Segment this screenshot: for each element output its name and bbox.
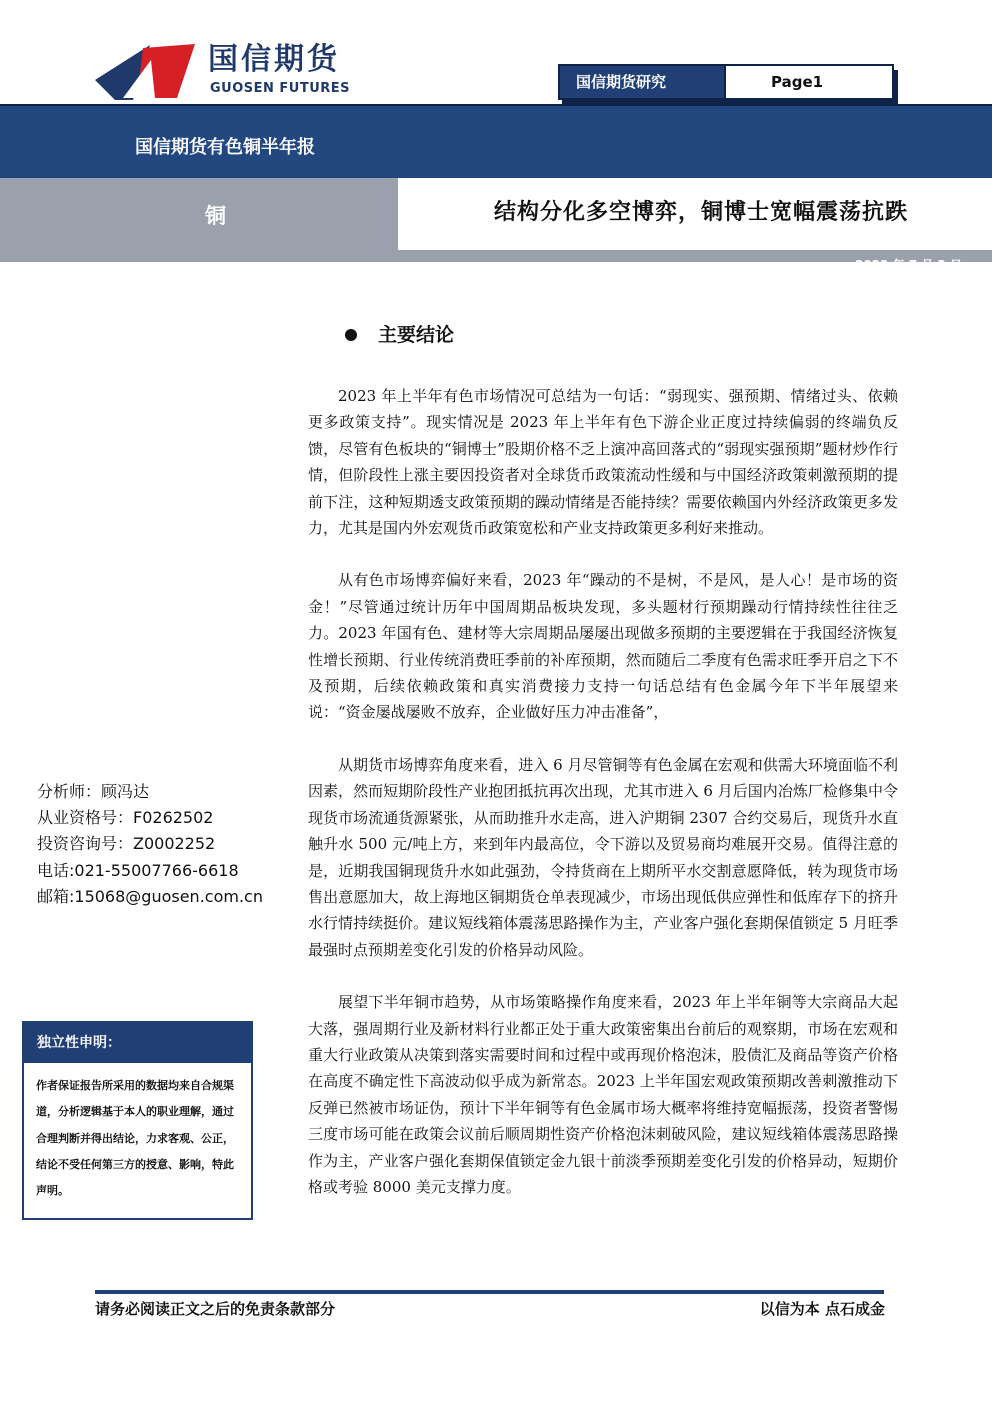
analyst-phone: 电话:021-55007766-6618: [37, 860, 239, 880]
brand-name-cn: 国信期货: [208, 42, 340, 77]
footer-disclaimer-note: 请务必阅读正文之后的免责条款部分: [95, 1300, 336, 1318]
footer-divider: [95, 1290, 884, 1294]
bullet-icon: [345, 329, 357, 341]
independence-statement: [22, 1021, 253, 1220]
section-title: 主要结论: [378, 324, 455, 346]
analyst-name: 分析师：顾冯达: [37, 782, 150, 801]
analyst-qualification: 从业资格号：F0262502: [37, 808, 214, 828]
analyst-info: [37, 779, 297, 910]
page-title: 结构分化多空博弈，铜博士宽幅震荡抗跌: [493, 200, 908, 225]
body-text: [308, 383, 898, 1226]
page-label: Page1: [726, 64, 894, 100]
independence-statement-title: 独立性申明：: [24, 1023, 251, 1063]
paragraph: 2023 年上半年有色市场情况可总结为一句话：“弱现实、强预期、情绪过头、依赖更多政策支持”。现实情况是 2023 年上半年有色下游企业正度过持续偏弱的终端负反馈，尽管有色板块的“铜博士”股期价格不乏上演冲高回落式的“弱现实强预期”题材炒作行情，但阶段性上涨主要因投资者对全球货币政策流动性缓和与中国经济政策刺激预期的提前下注，这种短期透支政策预期的躁动情绪是否能持续？需要依赖国内外经济政策更多发力，尤其是国内外宏观货币政策宽松和产业支持政策更多利好来推动。: [308, 387, 898, 538]
header-box-shadow-side: [894, 70, 898, 104]
paragraph: 从期货市场博弈角度来看，进入 6 月尽管铜等有色金属在宏观和供需大环境面临不利因素，然而短期阶段性产业抱团抵抗再次出现，尤其市进入 6 月后国内冶炼厂检修集中令现货市场流通货源紧张，从而助推升水走高，进入沪期铜 2307 合约交易后，现货升水直触升水 500 元/吨上方，来到年内最高位，令下游以及贸易商均难展开交易。值得注意的是，近期我国铜现货升水如此强劲，令持货商在上期所平水交割意愿降低，转为现货市场售出意愿加大，故上海地区铜期货仓单表现减少，市场出现低供应弹性和低库存下的挤升水行情持续挺价。建议短线箱体震荡思路操作为主，产业客户强化套期保值锁定 5 月旺季最强时点预期差变化引发的价格异动风险。: [308, 755, 898, 959]
metal-label: 铜: [205, 204, 226, 228]
research-label: 国信期货研究: [558, 64, 726, 100]
paragraph: 从有色市场博弈偏好来看，2023 年“躁动的不是树，不是风，是人心！是市场的资金！”尽管通过统计历年中国周期品板块发现，多头题材行预期躁动行情持续性往往乏力。2023 年国有色、建材等大宗周期品屡屡出现做多预期的主要逻辑在于我国经济恢复性增长预期、行业传统消费旺季前的补库预期，然而随后二季度有色需求旺季开启之下不及预期，后续依赖政策和真实消费接力支持一句话总结有色金属今年下半年展望来说：“资金屡战屡败不放弃，企业做好压力冲击准备”，: [308, 571, 898, 722]
independence-statement-body: 作者保证报告所采用的数据均来自合规渠道，分析逻辑基于本人的职业理解，通过合理判断并得出结论，力求客观、公正，结论不受任何第三方的授意、影响，特此声明。: [36, 1079, 234, 1198]
report-date: 2023 年 7 月 2 日: [855, 258, 962, 272]
footer-slogan: 以信为本 点石成金: [759, 1300, 885, 1318]
metal-panel: [0, 178, 398, 250]
date-strip-left: [0, 250, 398, 262]
brand-logo-icon: [95, 40, 200, 100]
analyst-consulting-id: 投资咨询号：Z0002252: [37, 834, 216, 854]
brand-name-en: GUOSEN FUTURES: [210, 81, 351, 96]
analyst-email: 邮箱:15068@guosen.com.cn: [37, 886, 263, 906]
paragraph: 展望下半年铜市趋势，从市场策略操作角度来看，2023 年上半年铜等大宗商品大起大落，强周期行业及新材料行业都正处于重大政策密集出台前后的观察期，市场在宏观和重大行业政策从决策到落实需要时间和过程中或再现价格泡沫，股债汇及商品等资产价格在高度不确定性下高波动似乎成为新常态。2023 上半年国宏观政策预期改善刺激推动下反弹已然被市场证伪，预计下半年铜等有色金属市场大概率将维持宽幅振荡，投资者警惕三度市场可能在政策会议前后顺周期性资产价格泡沫刺破风险，建议短线箱体震荡思路操作为主，产业客户强化套期保值锁定金九银十前淡季预期差变化引发的价格异动，短期价格或考验 8000 美元支撑力度。: [308, 993, 898, 1196]
report-name: 国信期货有色铜半年报: [135, 137, 315, 158]
